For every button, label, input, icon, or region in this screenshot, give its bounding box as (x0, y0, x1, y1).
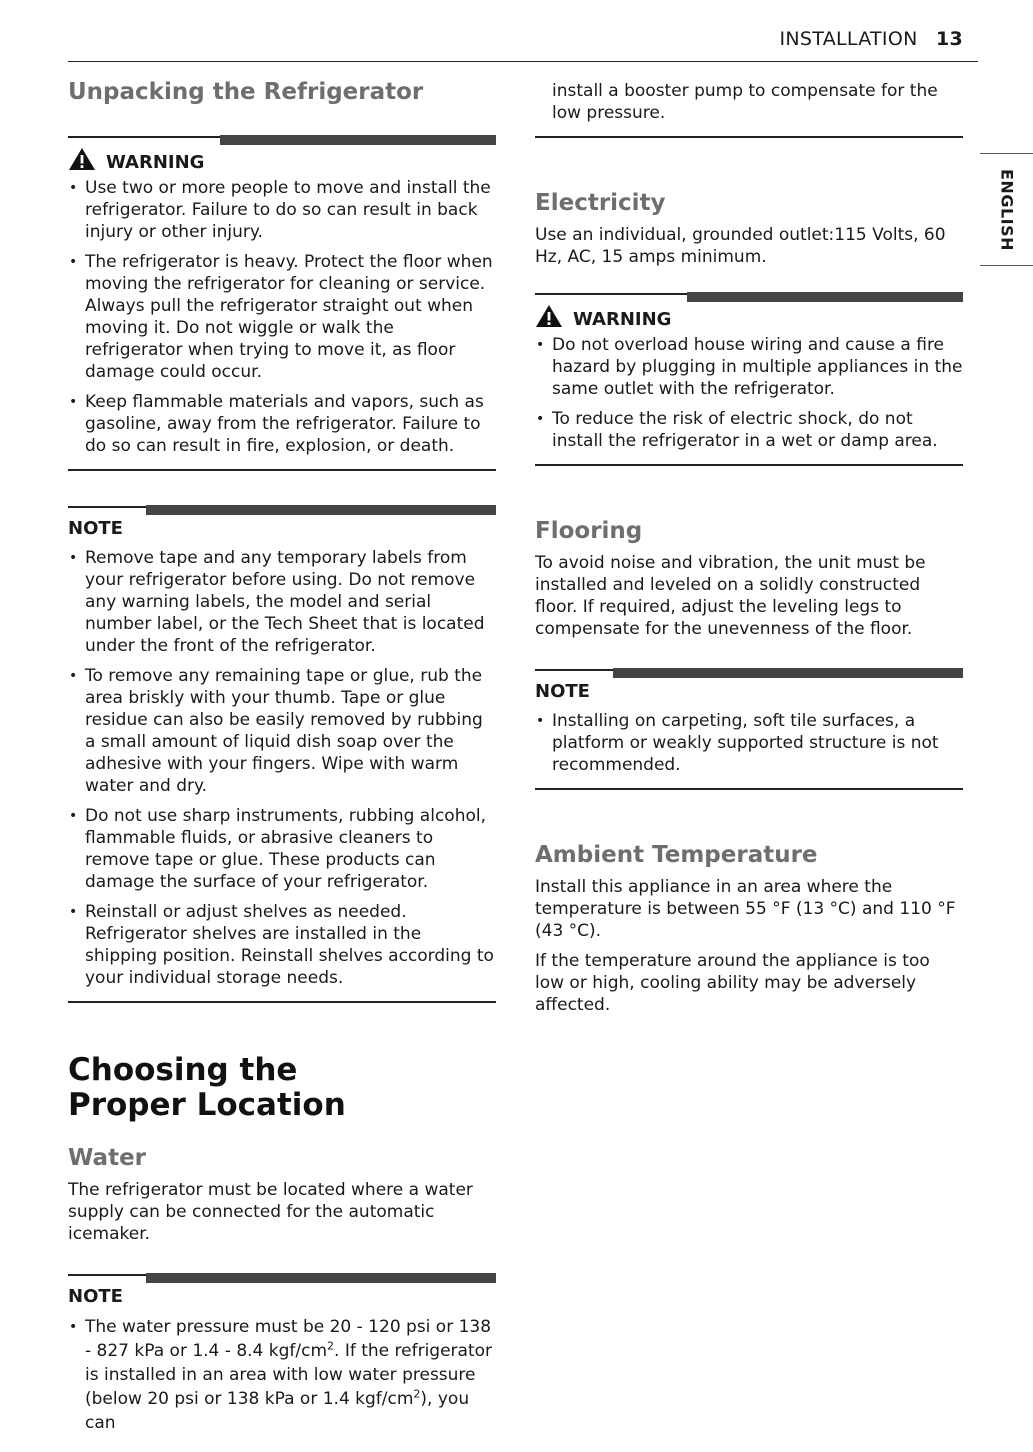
flooring-heading: Flooring (535, 518, 643, 544)
note-box-flooring (535, 658, 963, 790)
warning-icon (68, 147, 96, 171)
flooring-text: To avoid noise and vibration, the unit must be installed and leveled on a solidly constructed floor. If required, adjust the leveling legs to compensate for the unevenness of the floor. (535, 553, 926, 639)
list-item: • The refrigerator is heavy. Protect the floor when moving the refrigerator for cleaning or service. Always pull the refrigerator straight out when moving it. Do not wiggle or walk the refrigerator when trying to move it, as floor damage could occur. (68, 251, 496, 383)
note-title: NOTE (535, 681, 590, 702)
note-rule-thick (146, 1273, 496, 1283)
warning-title (535, 304, 671, 332)
continued-text: install a booster pump to compensate for the low pressure. (552, 81, 938, 123)
note-box-water (68, 1263, 496, 1447)
warning-box-unpacking (68, 125, 496, 471)
language-tab (980, 153, 1033, 266)
warning-list (535, 334, 963, 452)
list-item: • To reduce the risk of electric shock, do not install the refrigerator in a wet or damp area. (535, 408, 963, 452)
ambient-temperature-heading: Ambient Temperature (535, 842, 818, 868)
page-number: 13 (935, 28, 963, 50)
electricity-text: Use an individual, grounded outlet:115 Volts, 60 Hz, AC, 15 amps minimum. (535, 225, 946, 267)
water-heading: Water (68, 1145, 147, 1171)
header-rule (68, 61, 978, 62)
water-text: The refrigerator must be located where a water supply can be connected for the automatic icemaker. (68, 1180, 473, 1244)
page-header (779, 28, 963, 50)
note-header (68, 517, 496, 541)
note-rule-thin (68, 1274, 146, 1276)
warning-header (68, 147, 496, 171)
note-rule-thin (535, 669, 613, 671)
list-item: • Reinstall or adjust shelves as needed. Refrigerator shelves are installed in the shipping position. Reinstall shelves according to your individual storage needs. (68, 901, 496, 989)
warning-list (68, 177, 496, 457)
list-item: • Use two or more people to move and install the refrigerator. Failure to do so can result in back injury or other injury. (68, 177, 496, 243)
unpacking-heading: Unpacking the Refrigerator (68, 79, 424, 105)
note-title: NOTE (68, 518, 123, 539)
ambient-text-1: Install this appliance in an area where the temperature is between 55 °F (13 °C) and 110 °F (43 °C). (535, 877, 956, 941)
right-column (535, 72, 963, 1016)
warning-box-electricity (535, 282, 963, 466)
ambient-text-2: If the temperature around the appliance is too low or high, cooling ability may be adversely affected. (535, 951, 930, 1015)
note-rule-thick (613, 668, 963, 678)
warning-rule-thin (68, 136, 220, 138)
list-item (68, 1315, 496, 1435)
superscript: 2 (327, 1339, 335, 1353)
warning-rule-thick (687, 292, 963, 302)
warning-rule-thin (535, 293, 687, 295)
warning-title-text: WARNING (573, 309, 672, 330)
choosing-location-heading: Choosing the Proper Location (68, 1052, 346, 1123)
warning-title (68, 147, 204, 175)
list-item: • Installing on carpeting, soft tile surfaces, a platform or weakly supported structure is not recommended. (535, 710, 963, 776)
note-text: ), you can (85, 1389, 470, 1433)
note-header (535, 680, 963, 704)
note-list (68, 547, 496, 989)
list-item: • Remove tape and any temporary labels from your refrigerator before using. Do not remove any warning labels, the model and serial number label, or the Tech Sheet that is located under the front of the refrigerator. (68, 547, 496, 657)
list-item: • Do not overload house wiring and cause a fire hazard by plugging in multiple appliances in the same outlet with the refrigerator. (535, 334, 963, 400)
note-list (535, 710, 963, 776)
note-text: The water pressure must be 20 - 120 psi or 138 - 827 kPa or 1.4 - 8.4 kgf/cm (85, 1317, 492, 1361)
left-column (68, 72, 496, 1447)
note-box-continued (535, 72, 963, 138)
note-title: NOTE (68, 1286, 123, 1307)
note-list (68, 1315, 496, 1435)
note-text: . If the refrigerator is installed in an area with low water pressure (below 20 psi or 138 kPa or 1.4 kgf/cm (85, 1341, 493, 1409)
electricity-heading: Electricity (535, 190, 666, 216)
warning-title-text: WARNING (106, 152, 205, 173)
note-header (68, 1285, 496, 1309)
warning-rule-thick (220, 135, 496, 145)
section-title: INSTALLATION (779, 28, 918, 50)
language-label: ENGLISH (997, 168, 1016, 251)
list-item: • Keep flammable materials and vapors, such as gasoline, away from the refrigerator. Failure to do so can result in fire, explosion, or death. (68, 391, 496, 457)
list-item: • Do not use sharp instruments, rubbing alcohol, flammable fluids, or abrasive cleaners to remove tape or glue. These products can damage the surface of your refrigerator. (68, 805, 496, 893)
note-rule-thin (68, 506, 146, 508)
warning-header (535, 304, 963, 328)
superscript: 2 (413, 1387, 421, 1401)
note-rule-thick (146, 505, 496, 515)
list-item: • To remove any remaining tape or glue, rub the area briskly with your thumb. Tape or glue residue can also be easily removed by rubbing a small amount of liquid dish soap over the adhesive with your fingers. Wipe with warm water and dry. (68, 665, 496, 797)
warning-icon (535, 304, 563, 328)
note-box-unpacking (68, 495, 496, 1003)
